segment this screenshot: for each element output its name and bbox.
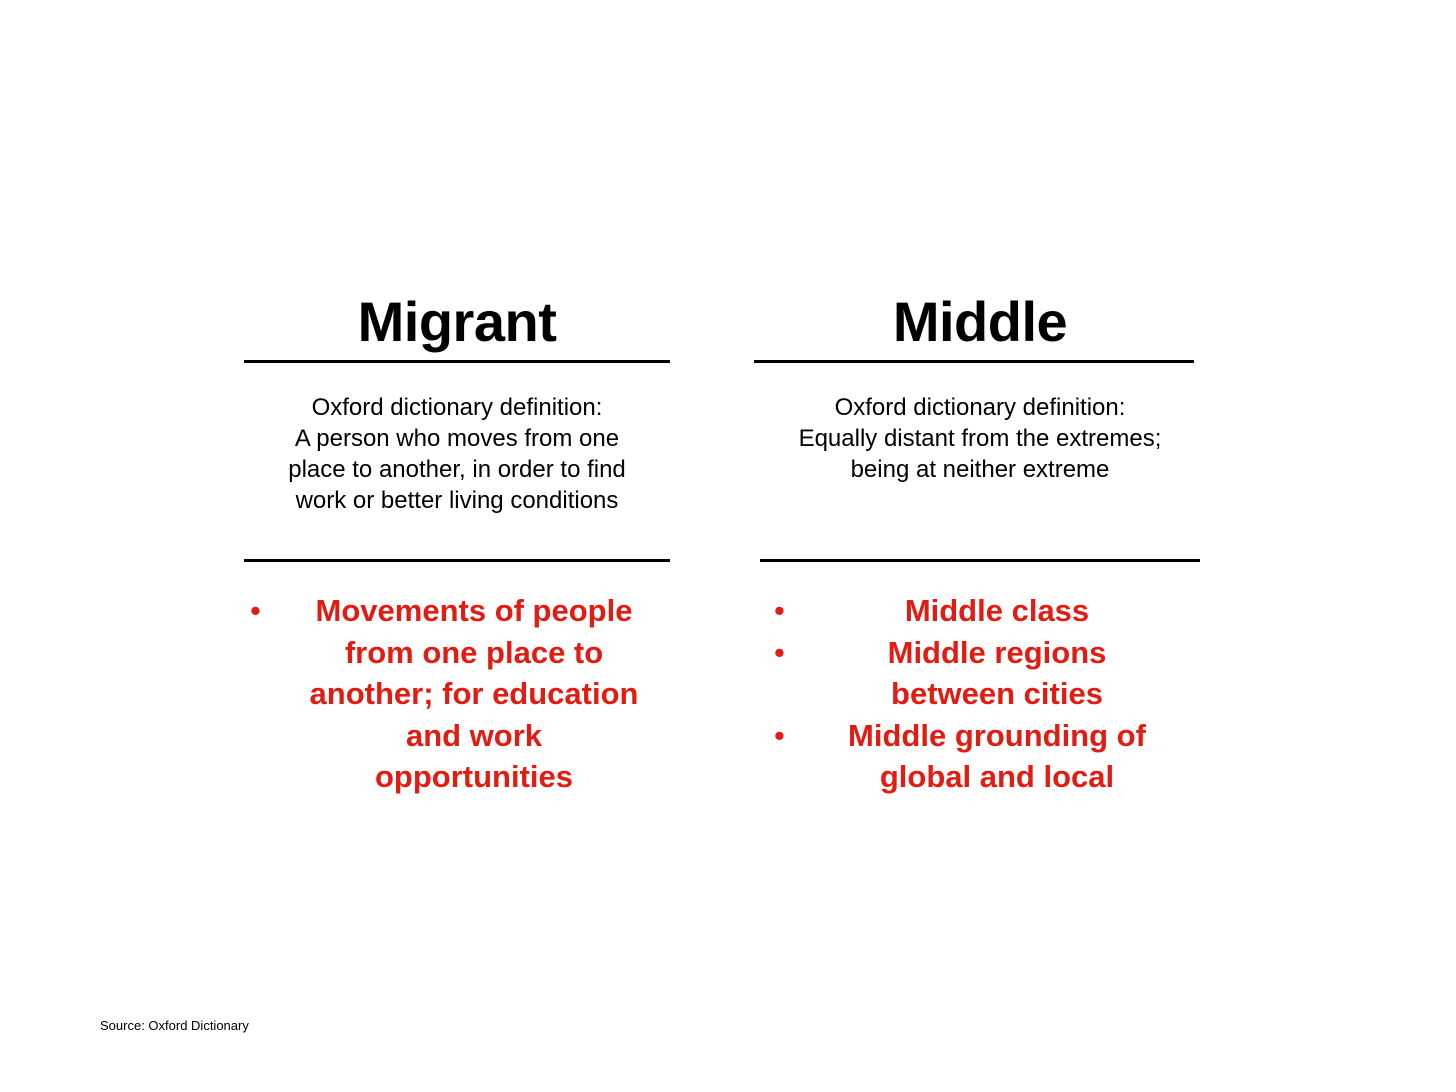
bullet-marker: • — [774, 593, 785, 628]
definition-divider — [244, 559, 670, 562]
list-item-text: Movements of people from one place to another; for education and work opportunities — [309, 593, 639, 794]
list-item-text: Middle regions between cities — [887, 634, 1107, 711]
bullet-list — [774, 590, 1220, 798]
definition-divider — [760, 559, 1200, 562]
definition-block — [760, 392, 1200, 485]
definition-line: A person who moves from one — [294, 425, 620, 452]
bullet-marker: • — [774, 717, 785, 753]
list-item — [250, 590, 698, 798]
definition-block — [244, 392, 670, 516]
bullet-marker: • — [774, 634, 785, 670]
column-title: Middle — [892, 290, 1068, 353]
list-item-text: Middle class — [904, 593, 1090, 628]
title-divider — [754, 360, 1194, 363]
definition-line: place to another, in order to find — [288, 456, 626, 483]
list-item — [774, 715, 1220, 798]
bullet-list — [250, 590, 698, 798]
list-item — [774, 632, 1220, 715]
definition-line: Equally distant from the extremes; — [798, 425, 1162, 452]
source-note: Source: Oxford Dictionary — [100, 1018, 249, 1033]
column-title: Migrant — [357, 290, 557, 353]
title-divider — [244, 360, 670, 363]
definition-line: Oxford dictionary definition: — [311, 394, 603, 421]
definition-line: Oxford dictionary definition: — [834, 394, 1126, 421]
definition-line: work or better living conditions — [295, 487, 619, 514]
definition-line: being at neither extreme — [850, 456, 1110, 483]
list-item-text: Middle grounding of global and local — [848, 717, 1146, 794]
bullet-marker: • — [250, 593, 261, 628]
list-item — [774, 590, 1220, 632]
